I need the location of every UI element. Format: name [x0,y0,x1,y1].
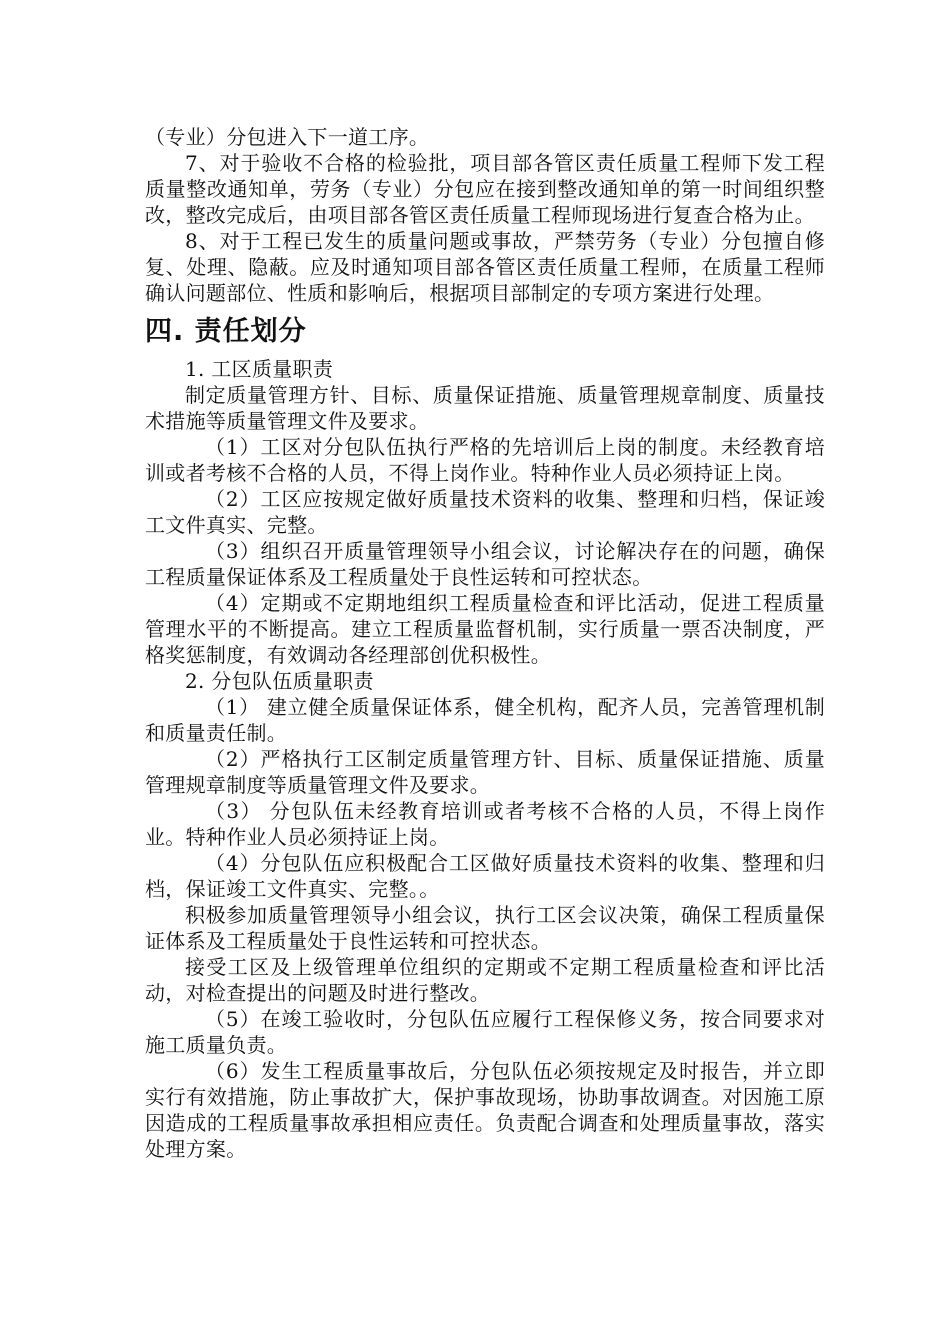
paragraph-subcontractor-item-2: （2）严格执行工区制定质量管理方针、目标、质量保证措施、质量管理规章制度等质量管理文件及要求。 [145,747,825,797]
subsection-title-work-area: 1. 工区质量职责 [185,357,334,381]
paragraph-work-area-intro: 制定质量管理方针、目标、质量保证措施、质量管理规章制度、质量技术措施等质量管理文件及要求。 [145,383,825,433]
document-body [145,124,825,1162]
paragraph-work-area-item-3: （3）组织召开质量管理领导小组会议，讨论解决存在的问题，确保工程质量保证体系及工程质量处于良性运转和可控状态。 [145,539,825,589]
paragraph-work-area-item-4: （4）定期或不定期地组织工程质量检查和评比活动，促进工程质量管理水平的不断提高。建立工程质量监督机制，实行质量一票否决制度，严格奖惩制度，有效调动各经理部创优积极性。 [145,591,825,667]
paragraph-item-8: 8、对于工程已发生的质量问题或事故，严禁劳务（专业）分包擅自修复、处理、隐蔽。应及时通知项目部各管区责任质量工程师，在质量工程师确认问题部位、性质和影响后，根据项目部制定的专项方案进行处理。 [145,229,825,305]
paragraph-continuation: （专业）分包进入下一道工序。 [145,125,430,149]
paragraph-subcontractor-item-5: （5）在竣工验收时，分包队伍应履行工程保修义务，按合同要求对施工质量负责。 [145,1007,825,1057]
paragraph-subcontractor-item-4: （4）分包队伍应积极配合工区做好质量技术资料的收集、整理和归档，保证竣工文件真实、完整。。 [145,851,825,901]
paragraph-item-7: 7、对于验收不合格的检验批，项目部各管区责任质量工程师下发工程质量整改通知单，劳务（专业）分包应在接到整改通知单的第一时间组织整改，整改完成后，由项目部各管区责任质量工程师现场进行复查合格为止。 [145,151,825,227]
paragraph-subcontractor-item-6: （6）发生工程质量事故后，分包队伍必须按规定及时报告，并立即实行有效措施，防止事故扩大，保护事故现场，协助事故调查。对因施工原因造成的工程质量事故承担相应责任。负责配合调查和处理质量事故，落实处理方案。 [145,1059,825,1161]
paragraph-work-area-item-1: （1）工区对分包队伍执行严格的先培训后上岗的制度。未经教育培训或者考核不合格的人员，不得上岗作业。特种作业人员必须持证上岗。 [145,435,825,485]
paragraph-subcontractor-item-1: （1） 建立健全质量保证体系，健全机构，配齐人员，完善管理机制和质量责任制。 [145,695,825,745]
paragraph-subcontractor-inspection: 接受工区及上级管理单位组织的定期或不定期工程质量检查和评比活动，对检查提出的问题及时进行整改。 [145,955,825,1005]
paragraph-subcontractor-meeting: 积极参加质量管理领导小组会议，执行工区会议决策，确保工程质量保证体系及工程质量处于良性运转和可控状态。 [145,903,825,953]
subsection-title-subcontractor: 2. 分包队伍质量职责 [185,669,374,693]
paragraph-work-area-item-2: （2）工区应按规定做好质量技术资料的收集、整理和归档，保证竣工文件真实、完整。 [145,487,825,537]
section-heading: 四. 责任划分 [145,316,307,347]
paragraph-subcontractor-item-3: （3） 分包队伍未经教育培训或者考核不合格的人员，不得上岗作业。特种作业人员必须持证上岗。 [145,799,825,849]
